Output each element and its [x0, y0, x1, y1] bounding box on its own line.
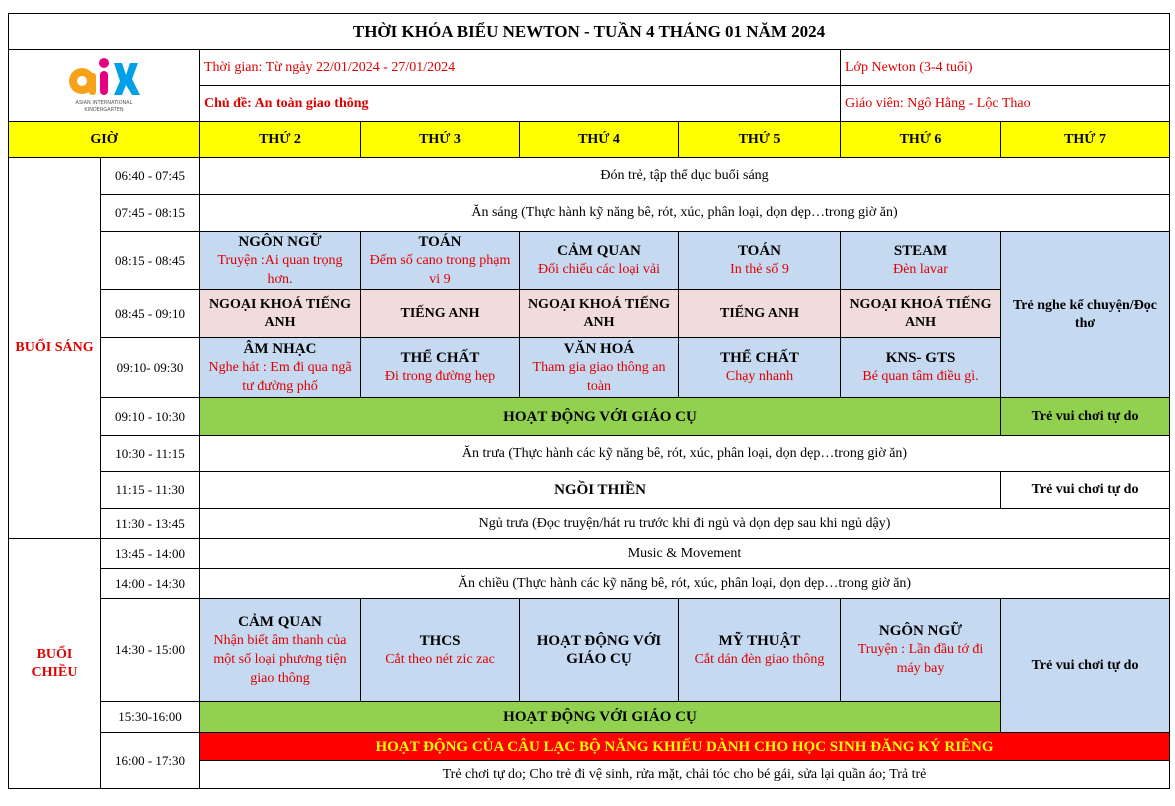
- lesson-cell: [200, 232, 361, 290]
- lesson-subject: HOẠT ĐỘNG VỚI GIÁO CỤ: [536, 633, 662, 667]
- lesson-cell: NGOẠI KHOÁ TIẾNG ANH: [520, 290, 679, 338]
- lesson-cell: [361, 599, 520, 702]
- day-header: THỨ 2: [200, 122, 361, 158]
- time-slot: 15:30-16:00: [101, 702, 200, 733]
- session-afternoon: BUỔI CHIỀU: [9, 539, 101, 789]
- lesson-activity: Đi trong đường hẹp: [384, 369, 496, 384]
- logo-cell: [9, 50, 200, 122]
- lesson-activity: In thẻ số 9: [730, 262, 789, 277]
- lesson-activity: Truyện :Ai quan trọng hơn.: [217, 252, 343, 287]
- lesson-activity: Đèn lavar: [893, 262, 948, 277]
- time-slot: 14:30 - 15:00: [101, 599, 200, 702]
- lesson-cell: [520, 599, 679, 702]
- lesson-subject: MỸ THUẬT: [718, 632, 801, 649]
- saturday-free-play: Trẻ vui chơi tự do: [1001, 398, 1170, 436]
- time-slot: 09:10- 09:30: [101, 338, 200, 398]
- day-header: THỨ 5: [679, 122, 841, 158]
- lesson-cell: [679, 599, 841, 702]
- time-slot: 13:45 - 14:00: [101, 539, 200, 569]
- time-slot: 11:15 - 11:30: [101, 472, 200, 509]
- activity-tools-row: HOẠT ĐỘNG VỚI GIÁO CỤ: [200, 398, 1001, 436]
- logo-subtitle: ASIAN INTERNATIONAL: [75, 99, 133, 106]
- lesson-activity: Đối chiếu các loại vải: [537, 262, 661, 277]
- full-row-activity: Trẻ chơi tự do; Cho trẻ đi vệ sinh, rửa mặt, chải tóc cho bé gái, sửa lại quần áo; Trả trẻ: [200, 761, 1170, 789]
- lesson-subject: TOÁN: [418, 233, 462, 250]
- full-row-activity: Ăn trưa (Thực hành các kỹ năng bê, rót, xúc, phân loại, dọn dẹp…trong giờ ăn): [200, 436, 1170, 472]
- lesson-subject: KNS- GTS: [885, 350, 956, 366]
- full-row-activity: Ăn chiều (Thực hành các kỹ năng bê, rót, xúc, phân loại, dọn dẹp…trong giờ ăn): [200, 569, 1170, 599]
- lesson-subject: TOÁN: [737, 243, 782, 259]
- lesson-cell: [200, 338, 361, 398]
- saturday-morning: Trẻ nghe kể chuyện/Đọc thơ: [1001, 232, 1170, 398]
- lesson-activity: Nghe hát : Em đi qua ngã tư đường phố: [208, 359, 352, 394]
- full-row-activity: Music & Movement: [200, 539, 1170, 569]
- theme: Chủ đề: An toàn giao thông: [200, 86, 841, 122]
- timetable: [8, 13, 1170, 789]
- aik-logo-icon: [13, 51, 195, 121]
- day-header: THỨ 7: [1001, 122, 1170, 158]
- full-row-activity: Đón trẻ, tập thể dục buổi sáng: [200, 158, 1170, 195]
- lesson-activity: Cắt dán đèn giao thông: [694, 651, 825, 667]
- lesson-subject: CẢM QUAN: [238, 613, 322, 630]
- lesson-cell: [200, 599, 361, 702]
- time-slot: 14:00 - 14:30: [101, 569, 200, 599]
- class-name: Lớp Newton (3-4 tuổi): [841, 50, 1170, 86]
- day-header: THỨ 3: [361, 122, 520, 158]
- full-row-activity: Ngủ trưa (Đọc truyện/hát ru trước khi đi ngủ và dọn dẹp sau khi ngủ dậy): [200, 509, 1170, 539]
- time-slot: 09:10 - 10:30: [101, 398, 200, 436]
- lesson-cell: TIẾNG ANH: [679, 290, 841, 338]
- lesson-cell: [520, 232, 679, 290]
- lesson-cell: [841, 232, 1001, 290]
- session-morning: BUỔI SÁNG: [9, 158, 101, 539]
- time-slot: 08:15 - 08:45: [101, 232, 200, 290]
- saturday-afternoon: Trẻ vui chơi tự do: [1001, 599, 1170, 733]
- lesson-cell: NGOẠI KHOÁ TIẾNG ANH: [200, 290, 361, 338]
- activity-tools-row-2: HOẠT ĐỘNG VỚI GIÁO CỤ: [200, 702, 1001, 733]
- lesson-activity: Bé quan tâm điều gì.: [862, 369, 979, 384]
- lesson-cell: [841, 338, 1001, 398]
- lesson-subject: NGÔN NGỮ: [878, 623, 963, 639]
- lesson-subject: THỂ CHẤT: [400, 350, 480, 366]
- lesson-subject: ÂM NHẠC: [243, 340, 317, 357]
- lesson-cell: [679, 338, 841, 398]
- lesson-activity: Nhận biết âm thanh của một số loại phương tiện giao thông: [213, 632, 347, 686]
- date-range: Thời gian: Từ ngày 22/01/2024 - 27/01/2024: [200, 50, 841, 86]
- lesson-cell: [679, 232, 841, 290]
- lesson-subject: CẢM QUAN: [557, 243, 641, 259]
- lesson-cell: [520, 338, 679, 398]
- lesson-subject: THỂ CHẤT: [720, 350, 799, 366]
- lesson-activity: Cắt theo nét zic zac: [385, 651, 495, 667]
- lesson-cell: TIẾNG ANH: [361, 290, 520, 338]
- lesson-subject: THCS: [419, 632, 461, 649]
- page-title: THỜI KHÓA BIỂU NEWTON - TUẦN 4 THÁNG 01 NĂM 2024: [9, 14, 1170, 50]
- full-row-activity: Ăn sáng (Thực hành kỹ năng bê, rót, xúc, phân loại, dọn dẹp…trong giờ ăn): [200, 195, 1170, 232]
- day-header: THỨ 4: [520, 122, 679, 158]
- lesson-subject: VĂN HOÁ: [563, 340, 635, 357]
- lesson-activity: Đếm số cano trong phạm vi 9: [369, 252, 511, 287]
- club-row: HOẠT ĐỘNG CỦA CÂU LẠC BỘ NĂNG KHIẾU DÀNH CHO HỌC SINH ĐĂNG KÝ RIÊNG: [200, 733, 1170, 761]
- lesson-cell: [361, 338, 520, 398]
- time-slot: 16:00 - 17:30: [101, 733, 200, 789]
- time-slot: 08:45 - 09:10: [101, 290, 200, 338]
- logo-subtitle-2: KINDERGARTEN: [84, 106, 124, 113]
- lesson-cell: [841, 599, 1001, 702]
- time-slot: 11:30 - 13:45: [101, 509, 200, 539]
- time-slot: 10:30 - 11:15: [101, 436, 200, 472]
- time-slot: 07:45 - 08:15: [101, 195, 200, 232]
- hour-header: GIỜ: [9, 122, 200, 158]
- meditation-row: NGỒI THIỀN: [200, 472, 1001, 509]
- lesson-subject: STEAM: [893, 243, 948, 259]
- lesson-subject: NGÔN NGỮ: [238, 233, 322, 250]
- lesson-cell: [361, 232, 520, 290]
- lesson-activity: Chạy nhanh: [725, 369, 794, 384]
- lesson-cell: NGOẠI KHOÁ TIẾNG ANH: [841, 290, 1001, 338]
- lesson-activity: Tham gia giao thông an toàn: [532, 359, 666, 394]
- lesson-activity: Truyện : Lần đầu tớ đi máy bay: [857, 642, 984, 676]
- time-slot: 06:40 - 07:45: [101, 158, 200, 195]
- day-header: THỨ 6: [841, 122, 1001, 158]
- teachers: Giáo viên: Ngô Hằng - Lộc Thao: [841, 86, 1170, 122]
- saturday-free-play-2: Trẻ vui chơi tự do: [1001, 472, 1170, 509]
